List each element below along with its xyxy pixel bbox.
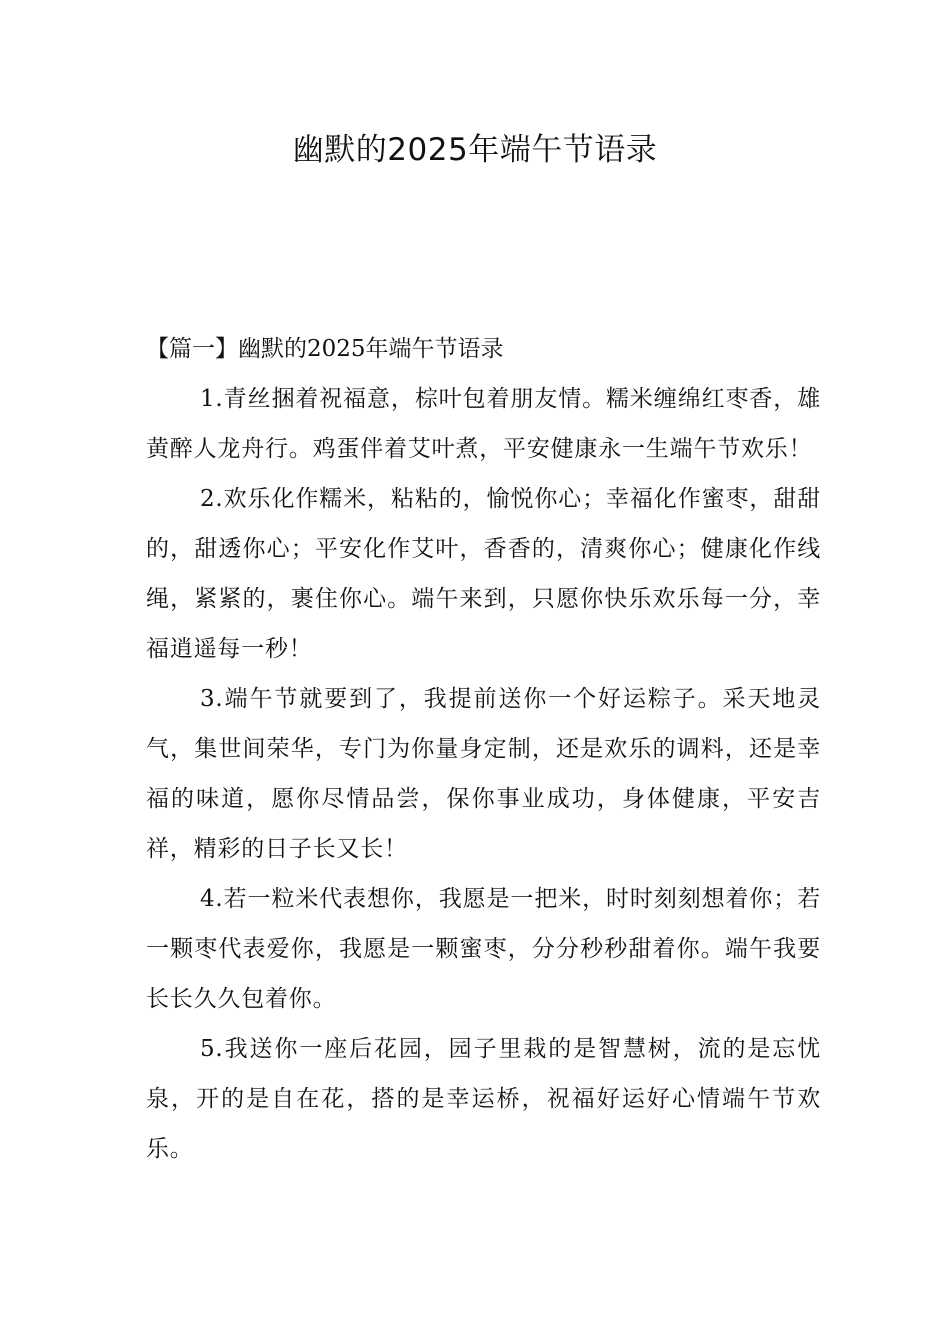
- document-title: 幽默的2025年端午节语录: [292, 132, 658, 168]
- quote-item-4: 4.若一粒米代表想你，我愿是一把米，时时刻刻想着你；若一颗枣代表爱你，我愿是一颗蜜枣，分分秒秒甜着你。端午我要长长久久包着你。: [146, 886, 821, 1012]
- quote-item-3: 3.端午节就要到了，我提前送你一个好运粽子。采天地灵气，集世间荣华，专门为你量身定制，还是欢乐的调料，还是幸福的味道，愿你尽情品尝，保你事业成功，身体健康，平安吉祥，精彩的日子长又长！: [146, 686, 821, 862]
- quote-item-2: 2.欢乐化作糯米，粘粘的，愉悦你心；幸福化作蜜枣，甜甜的，甜透你心；平安化作艾叶，香香的，清爽你心；健康化作线绳，紧紧的，裹住你心。端午来到，只愿你快乐欢乐每一分，幸福逍遥每一秒！: [146, 486, 821, 662]
- section-heading: 【篇一】幽默的2025年端午节语录: [146, 336, 504, 362]
- document-body: [146, 325, 821, 1174]
- quote-item-5: 5.我送你一座后花园，园子里栽的是智慧树，流的是忘忧泉，开的是自在花，搭的是幸运桥，祝福好运好心情端午节欢乐。: [146, 1036, 821, 1162]
- quote-item-1: 1.青丝捆着祝福意，棕叶包着朋友情。糯米缠绵红枣香，雄黄醉人龙舟行。鸡蛋伴着艾叶煮，平安健康永一生端午节欢乐！: [146, 386, 821, 462]
